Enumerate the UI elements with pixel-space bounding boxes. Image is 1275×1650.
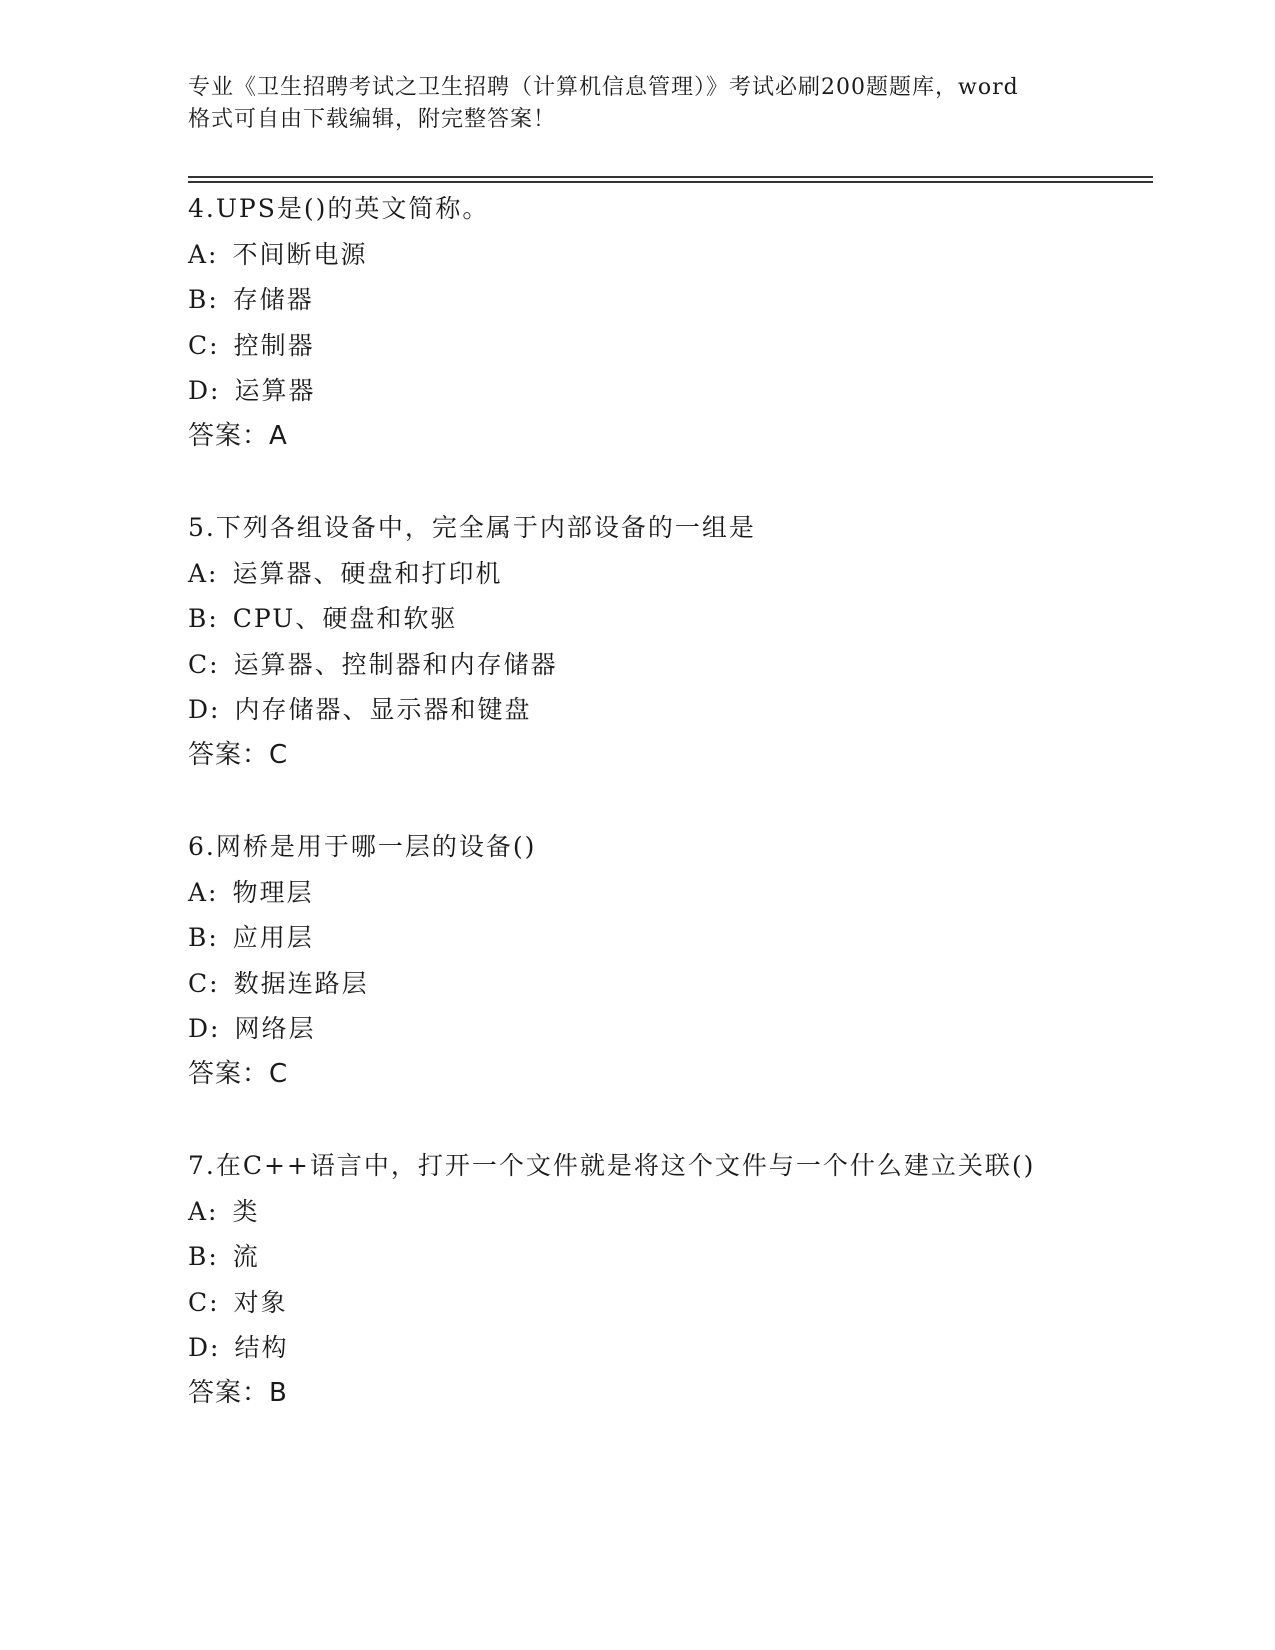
option-text: 运算器、硬盘和打印机 [232, 558, 503, 588]
option-letter: D: [188, 1333, 221, 1362]
option-d [188, 687, 1188, 733]
option-text: 运算器 [234, 376, 316, 405]
question-block [188, 1143, 1188, 1416]
option-letter: A: [188, 877, 219, 907]
question-block [188, 186, 1188, 459]
option-letter: B: [188, 1242, 219, 1271]
answer-line: 答案：B [188, 1377, 288, 1408]
option-text: 运算器、控制器和内存储器 [233, 649, 558, 679]
option-b [188, 1234, 1188, 1280]
question-stem: 7.在C++语言中，打开一个文件就是将这个文件与一个什么建立关联() [188, 1151, 1036, 1180]
header-divider-bottom [188, 181, 1153, 183]
option-letter: C: [188, 330, 220, 360]
option-letter: B: [188, 923, 219, 952]
option-text: 不间断电源 [232, 239, 368, 269]
option-text: 类 [232, 1196, 260, 1226]
option-a [188, 870, 1188, 916]
header-title-line-1: 专业《卫生招聘考试之卫生招聘（计算机信息管理）》考试必刷200题题库，word [188, 75, 1019, 100]
question-block [188, 505, 1188, 778]
option-d [188, 1325, 1188, 1371]
header-title-line-2: 格式可自由下载编辑，附完整答案！ [188, 107, 557, 132]
option-letter: A: [188, 558, 219, 588]
option-a [188, 551, 1188, 597]
option-b [188, 915, 1188, 961]
option-text: 网络层 [234, 1014, 316, 1043]
option-a [188, 1189, 1188, 1235]
question-stem: 5.下列各组设备中，完全属于内部设备的一组是 [188, 513, 756, 542]
document-header [188, 72, 1088, 136]
option-letter: B: [188, 604, 219, 633]
option-c [188, 961, 1188, 1007]
option-text: CPU、硬盘和软驱 [232, 604, 458, 633]
option-letter: C: [188, 968, 220, 998]
option-text: 流 [232, 1242, 260, 1271]
option-c [188, 1280, 1188, 1326]
question-block [188, 824, 1188, 1097]
answer-line: 答案：C [188, 739, 289, 770]
option-b [188, 277, 1188, 323]
option-letter: D: [188, 1014, 221, 1043]
option-d [188, 1006, 1188, 1052]
option-c [188, 642, 1188, 688]
question-stem: 6.网桥是用于哪一层的设备() [188, 832, 537, 861]
option-letter: D: [188, 695, 221, 724]
option-text: 内存储器、显示器和键盘 [234, 695, 532, 724]
option-text: 结构 [234, 1333, 289, 1362]
answer-line: 答案：A [188, 420, 288, 451]
option-text: 对象 [233, 1287, 288, 1317]
option-text: 存储器 [232, 285, 314, 314]
option-text: 数据连路层 [233, 968, 369, 998]
option-d [188, 368, 1188, 414]
option-letter: A: [188, 239, 219, 269]
option-text: 物理层 [232, 877, 314, 907]
option-letter: C: [188, 1287, 220, 1317]
option-letter: C: [188, 649, 220, 679]
option-b [188, 596, 1188, 642]
option-letter: B: [188, 285, 219, 314]
option-text: 控制器 [233, 330, 315, 360]
answer-line: 答案：C [188, 1058, 289, 1089]
question-stem: 4.UPS是()的英文简称。 [188, 194, 490, 223]
option-letter: A: [188, 1196, 219, 1226]
option-a [188, 232, 1188, 278]
option-c [188, 323, 1188, 369]
option-text: 应用层 [232, 923, 314, 952]
option-letter: D: [188, 376, 221, 405]
header-divider-top [188, 176, 1153, 178]
